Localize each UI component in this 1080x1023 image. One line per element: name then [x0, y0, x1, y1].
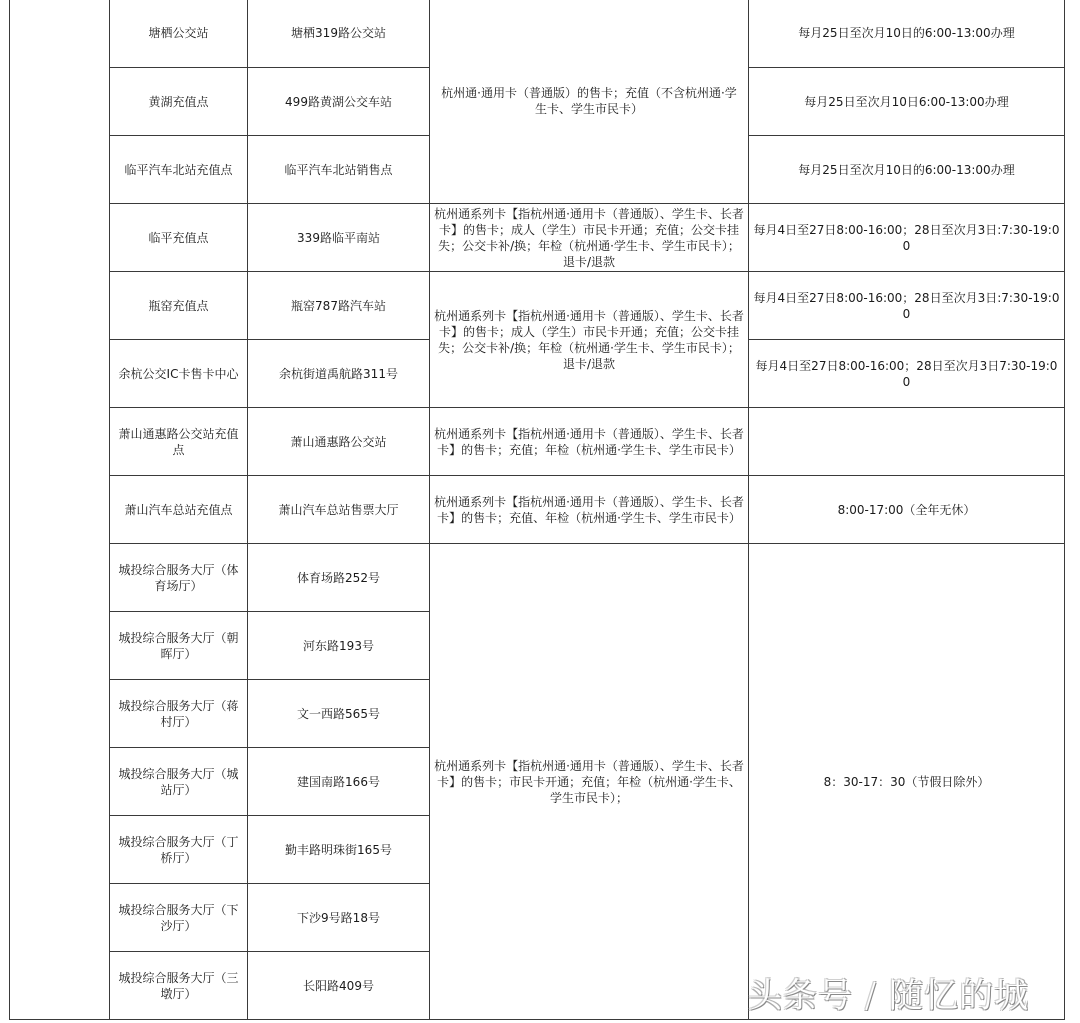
- business-hours: 每月4日至27日8:00-16:00；28日至次月3日:7:30-19:00: [749, 272, 1065, 340]
- point-address: 萧山通惠路公交站: [248, 408, 430, 476]
- point-address: 体育场路252号: [248, 544, 430, 612]
- point-address: 河东路193号: [248, 612, 430, 680]
- point-name: 城投综合服务大厅（体育场厅）: [110, 544, 248, 612]
- point-address: 339路临平南站: [248, 204, 430, 272]
- business-hours: [749, 408, 1065, 476]
- merged-district-cell: [10, 0, 110, 1020]
- business-hours: 每月25日至次月10日的6:00-13:00办理: [749, 136, 1065, 204]
- point-name: 萧山通惠路公交站充值点: [110, 408, 248, 476]
- point-address: 勤丰路明珠街165号: [248, 816, 430, 884]
- business-hours: 8:00-17:00（全年无休）: [749, 476, 1065, 544]
- business-hours: 每月25日至次月10日6:00-13:00办理: [749, 68, 1065, 136]
- table-row: [10, 544, 1065, 612]
- point-name: 城投综合服务大厅（三墩厅）: [110, 952, 248, 1020]
- table-row: [10, 204, 1065, 272]
- point-name: 黄湖充值点: [110, 68, 248, 136]
- point-address: 建国南路166号: [248, 748, 430, 816]
- business-hours: 每月4日至27日8:00-16:00；28日至次月3日:7:30-19:00: [749, 204, 1065, 272]
- business-hours: 8：30-17：30（节假日除外）: [749, 544, 1065, 1020]
- watermark: 头条号 / 随忆的城: [748, 976, 1030, 1016]
- point-name: 城投综合服务大厅（朝晖厅）: [110, 612, 248, 680]
- business-hours: 每月4日至27日8:00-16:00；28日至次月3日7:30-19:00: [749, 340, 1065, 408]
- table-row: [10, 476, 1065, 544]
- point-address: 临平汽车北站销售点: [248, 136, 430, 204]
- point-name: 塘栖公交站: [110, 0, 248, 68]
- service-points-table: [9, 0, 1065, 1020]
- point-address: 瓶窑787路汽车站: [248, 272, 430, 340]
- point-address: 萧山汽车总站售票大厅: [248, 476, 430, 544]
- point-address: 长阳路409号: [248, 952, 430, 1020]
- table-row: [10, 0, 1065, 68]
- point-name: 余杭公交IC卡售卡中心: [110, 340, 248, 408]
- point-address: 塘栖319路公交站: [248, 0, 430, 68]
- service-scope: 杭州通系列卡【指杭州通·通用卡（普通版）、学生卡、长者卡】的售卡；成人（学生）市民卡开通；充值；公交卡挂失；公交卡补/换；年检（杭州通·学生卡、学生市民卡）；退卡/退款: [430, 204, 749, 272]
- table-row: [10, 408, 1065, 476]
- service-scope: 杭州通系列卡【指杭州通·通用卡（普通版）、学生卡、长者卡】的售卡；充值、年检（杭州通·学生卡、学生市民卡）: [430, 476, 749, 544]
- service-points-table-sheet: [9, 0, 1064, 1021]
- point-name: 萧山汽车总站充值点: [110, 476, 248, 544]
- service-scope: 杭州通系列卡【指杭州通·通用卡（普通版）、学生卡、长者卡】的售卡；充值；年检（杭州通·学生卡、学生市民卡）: [430, 408, 749, 476]
- point-address: 余杭街道禹航路311号: [248, 340, 430, 408]
- point-name: 城投综合服务大厅（丁桥厅）: [110, 816, 248, 884]
- point-name: 临平充值点: [110, 204, 248, 272]
- service-scope: 杭州通·通用卡（普通版）的售卡；充值（不含杭州通·学生卡、学生市民卡）: [430, 0, 749, 204]
- table-row: [10, 272, 1065, 340]
- point-address: 499路黄湖公交车站: [248, 68, 430, 136]
- point-address: 下沙9号路18号: [248, 884, 430, 952]
- point-name: 临平汽车北站充值点: [110, 136, 248, 204]
- service-scope: 杭州通系列卡【指杭州通·通用卡（普通版）、学生卡、长者卡】的售卡；市民卡开通；充值；年检（杭州通·学生卡、学生市民卡）；: [430, 544, 749, 1020]
- service-scope: 杭州通系列卡【指杭州通·通用卡（普通版）、学生卡、长者卡】的售卡；成人（学生）市民卡开通；充值；公交卡挂失；公交卡补/换；年检（杭州通·学生卡、学生市民卡）；退卡/退款: [430, 272, 749, 408]
- point-name: 城投综合服务大厅（下沙厅）: [110, 884, 248, 952]
- point-name: 城投综合服务大厅（蒋村厅）: [110, 680, 248, 748]
- point-name: 城投综合服务大厅（城站厅）: [110, 748, 248, 816]
- point-address: 文一西路565号: [248, 680, 430, 748]
- point-name: 瓶窑充值点: [110, 272, 248, 340]
- business-hours: 每月25日至次月10日的6:00-13:00办理: [749, 0, 1065, 68]
